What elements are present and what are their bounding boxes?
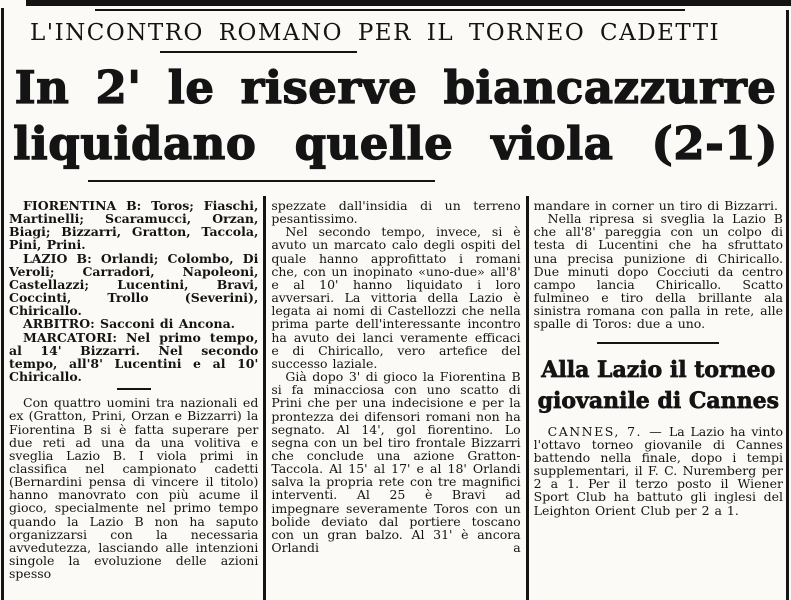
scorers-line: MARCATORI: Nel primo tempo, al 14' Bizzarri. Nel secondo tempo, all'8' Lucentini e al 10' Chiricallo. bbox=[9, 329, 259, 385]
main-headline bbox=[8, 60, 783, 172]
column-3 bbox=[530, 194, 787, 600]
subarticle-text: La Lazio ha vinto l'ottavo torneo giovanile di Cannes battendo nella finale, dopo i tempi supplementari, il F. C. Nuremberg per 2 a 1. Per il terzo posto il Wiener Sport Club ha battuto gli inglesi del Leighton Orient Club per 2 a 1. bbox=[533, 423, 783, 518]
headline-underline-rule bbox=[88, 180, 435, 182]
kicker-underline bbox=[160, 51, 357, 53]
paragraph bbox=[534, 425, 783, 517]
paragraph: Nel secondo tempo, invece, si è avuto un marcato calo degli ospiti del quale hanno approfittato i romani che, con un inopinato «uno-due» all'8' e al 10' hanno liquidato i loro avversari. La vittoria della Lazio è legata ai nomi di Castellozzi che nella prima parte dell'interessante incontro ha avuto dei lanci veramente efficaci e di Chiricallo, vero artefice del successo laziale. bbox=[271, 224, 521, 371]
subhead-line-1: Alla Lazio il torneo bbox=[541, 356, 776, 383]
paragraph: Già dopo 3' di gioco la Fiorentina B si fa minacciosa con uno scatto di Prini che per una indecisione e per la prontezza dei difensori romani non ha segnato. Al 14', gol fiorentino. Lo segna con un bel tiro frontale Bizzarri che conclude una azione Gratton-Taccola. Al 15' al 17' e al 18' Orlandi salva la propria rete con tre magnifici interventi. Al 25 è Bravi ad impegnare severamente Toros con un bolide deviato dal portiere toscano con un gran balzo. Al 31' è ancora Orlandi a bbox=[271, 369, 521, 556]
dateline: CANNES, 7. — bbox=[547, 423, 664, 439]
section-divider-dash bbox=[117, 388, 151, 390]
column-2 bbox=[267, 194, 524, 600]
lineup-fiorentina: FIORENTINA B: Toros; Fiaschi, Martinelli; Scaramucci, Orzan, Biagi; Bizzarri, Gratton, Taccola, Pini, Prini. bbox=[9, 198, 259, 253]
article-body bbox=[5, 194, 787, 600]
top-border-thin-line bbox=[95, 9, 685, 11]
column-1 bbox=[5, 194, 262, 600]
paragraph: spezzate dall'insidia di un terreno pesantissimo. bbox=[271, 198, 521, 227]
subarticle-divider-rule bbox=[597, 342, 719, 344]
lineup-lazio: LAZIO B: Orlandi; Colombo, Di Veroli; Carradori, Napoleoni, Castellazzi; Lucentini, Bravi, Coccinti, Trollo (Severini), Chiricallo. bbox=[9, 250, 259, 319]
headline-line-1: In 2' le riserve biancazzurre bbox=[14, 61, 777, 114]
subhead-line-2: giovanile di Cannes bbox=[537, 387, 779, 414]
column-divider-rule bbox=[263, 196, 266, 600]
referee-line: ARBITRO: Sacconi di Ancona. bbox=[23, 316, 236, 332]
left-column-rule bbox=[1, 8, 4, 600]
top-border-bar bbox=[26, 0, 791, 6]
column-divider-rule bbox=[526, 196, 529, 600]
paragraph: Con quattro uomini tra nazionali ed ex (Gratton, Prini, Orzan e Bizzarri) la Fiorentina B si è fatta superare per due reti ad una da una volitiva e sveglia Lazio B. I viola primi in classifica nel campionato cadetti (Bernardini pensa di vincere il titolo) hanno manovrato con più acume il gioco, specialmente nel primo tempo quando la Lazio B non ha saputo organizzarsi con la necessaria avvedutezza, lasciando alle intenzioni singole la evoluzione delle azioni spesso bbox=[9, 395, 259, 582]
headline-line-2: liquidano quelle viola (2-1) bbox=[13, 117, 778, 170]
paragraph: Nella ripresa si sveglia la Lazio B che all'8' pareggia con un colpo di testa di Lucentini che ha sfruttato una precisa punizione di Chiricallo. Due minuti dopo Cocciuti da centro campo lancia Chiricallo. Scatto fulmineo e tiro della brillante ala sinistra romana con palla in rete, alle spalle di Toros: due a uno. bbox=[533, 211, 783, 332]
subarticle-headline bbox=[534, 355, 783, 417]
kicker-headline: L'INCONTRO ROMANO PER IL TORNEO CADETTI bbox=[30, 20, 721, 46]
paragraph: mandare in corner un tiro di Bizzarri. bbox=[533, 198, 779, 213]
